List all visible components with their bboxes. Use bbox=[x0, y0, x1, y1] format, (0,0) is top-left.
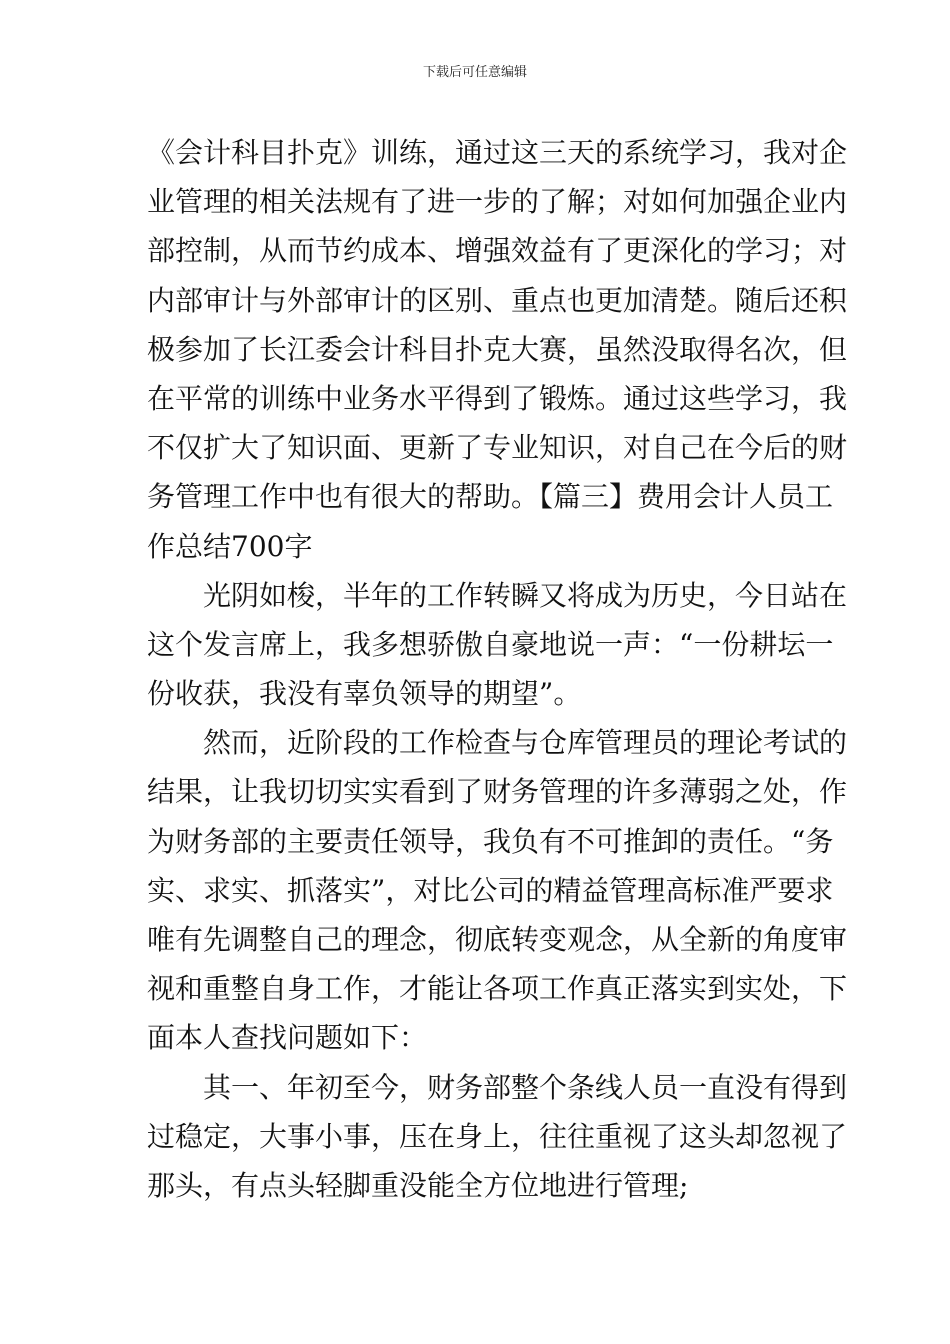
text-line: 其一、年初至今，财务部整个条线人员一直没有得到 bbox=[203, 1070, 848, 1104]
text-line: 部控制，从而节约成本、增强效益有了更深化的学习；对 bbox=[147, 234, 848, 268]
text-line: 份收获，我没有辜负领导的期望”。 bbox=[147, 677, 582, 711]
text-line: 极参加了长江委会计科目扑克大赛，虽然没取得名次，但 bbox=[147, 332, 848, 366]
text-line: 作总结700字 bbox=[147, 529, 313, 563]
text-line: 务管理工作中也有很大的帮助。【篇三】费用会计人员工 bbox=[147, 480, 834, 514]
text-line: 这个发言席上，我多想骄傲自豪地说一声：“一份耕坛一 bbox=[147, 627, 834, 661]
text-line: 为财务部的主要责任领导，我负有不可推卸的责任。“务 bbox=[147, 824, 834, 858]
text-line: 《会计科目扑克》训练，通过这三天的系统学习，我对企 bbox=[147, 136, 848, 169]
paragraph-3 bbox=[147, 718, 848, 1062]
text-line: 业管理的相关法规有了进一步的了解；对如何加强企业内 bbox=[147, 185, 848, 219]
text-line: 不仅扩大了知识面、更新了专业知识，对自己在今后的财 bbox=[147, 431, 848, 465]
text-line: 面本人查找问题如下： bbox=[147, 1021, 428, 1055]
text-line: 结果，让我切切实实看到了财务管理的许多薄弱之处，作 bbox=[147, 775, 848, 809]
text-line: 在平常的训练中业务水平得到了锻炼。通过这些学习，我 bbox=[147, 381, 848, 415]
text-line: 那头，有点头轻脚重没能全方位地进行管理; bbox=[147, 1168, 689, 1202]
text-line: 过稳定，大事小事，压在身上，往往重视了这头却忽视了 bbox=[147, 1119, 848, 1153]
text-line: 唯有先调整自己的理念，彻底转变观念，从全新的角度审 bbox=[147, 923, 848, 956]
text-line: 光阴如梭，半年的工作转瞬又将成为历史，今日站在 bbox=[203, 578, 848, 612]
paragraph-1 bbox=[147, 128, 848, 571]
document-body bbox=[147, 128, 848, 1210]
page-header: 下载后可任意编辑 bbox=[422, 65, 527, 80]
text-line: 实、求实、抓落实”，对比公司的精益管理高标准严要求 bbox=[147, 873, 834, 907]
text-line: 内部审计与外部审计的区别、重点也更加清楚。随后还积 bbox=[147, 283, 848, 317]
paragraph-2 bbox=[147, 571, 848, 719]
text-line: 然而，近阶段的工作检查与仓库管理员的理论考试的 bbox=[203, 726, 848, 760]
text-line: 视和重整自身工作，才能让各项工作真正落实到实处，下 bbox=[147, 972, 848, 1006]
paragraph-4 bbox=[147, 1063, 848, 1211]
